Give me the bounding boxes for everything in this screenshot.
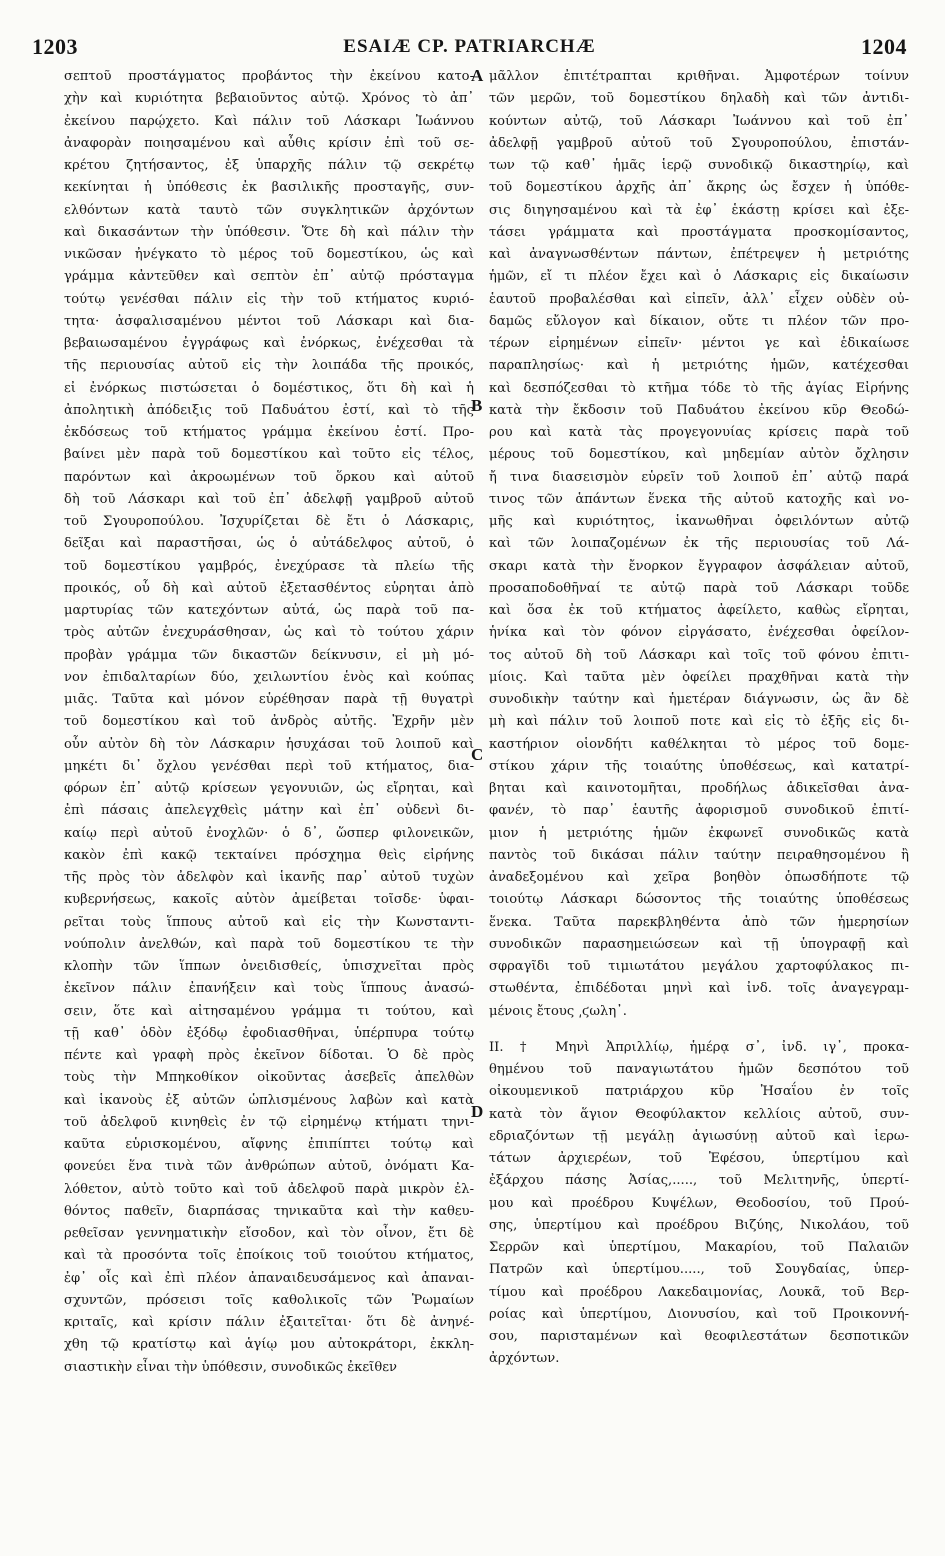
text-line: σιαστικὴν εἶναι τὴν ὑπόθεσιν, συνοδικῶς ἐκεῖθεν [64,1359,397,1375]
text-line: νούπολιν ἀνελθών, καὶ παρὰ τοῦ δομεστίκου τε τὴν [64,936,474,952]
margin-marker-c: C [471,745,484,764]
text-line: τῆς πρὸς τὸν ἀδελφὸν καὶ ἱκανῆς παρ᾽ αὐτοῦ τυχὼν [64,870,474,885]
text-line: τος αὐτοῦ δὴ τοῦ Λάσκαρι καὶ τοῖς τοῦ φόνου ἐπιτι- [489,647,909,663]
text-line: μιᾶς. Ταῦτα καὶ μόνον εὑρέθησαν παρὰ τῇ θυγατρὶ [64,692,474,707]
text-line: κλοπὴν τῶν ἵππων ὀνειδισθείς, ὑπισχνεῖται πρὸς [64,959,474,974]
text-line: τοιούτῳ Λάσκαρι δώσοντος τῆς τοιαύτης ὑποθέσεως [489,892,909,908]
text-line: ἀρχόντων. [489,1351,560,1367]
text-line: εδριαζόντων τῇ μεγάλῃ ἁγιωσύνῃ αὐτοῦ καὶ ἱερω- [489,1128,909,1144]
text-line: ἡμῶν, εἴ τι πλέον ἔχει καὶ ὁ Λάσκαρις εἰς δικαίωσιν [489,269,909,285]
text-line: μένοις ἔτους ͵ϛωλη᾽. [489,1003,627,1019]
text-line: κατὰ τὴν ἔκδοσιν τοῦ Παδυάτου ἐκείνου κῦρ Θεοδώ- [489,402,909,418]
text-line: ἐξάρχου πάσης Ἀσίας,....., τοῦ Μελιτηνῆς, ὑπερτί- [489,1173,909,1189]
text-line: στωθέντα, ἐπιδέδοται μηνὶ καὶ ἰνδ. τοῖς ἀναγεγραμ- [489,981,909,997]
text-line: καὶ τῶν λοιπαζομένων ἐκ τῆς περιουσίας τοῦ Λά- [489,536,909,552]
text-line: τοῦ δομεστίκου γαμβρός, ἐνεχύρασε τὰ πλείω τῆς [64,558,474,574]
text-line: τητα· ἀσφαλισαμένου μέντοι τοῦ Λάσκαρι καὶ δια- [64,313,474,329]
left-text-column [64,66,474,1379]
text-line: ἀπολητικὴ ἀπόδειξις τοῦ Παδυάτου ἐστί, καὶ τὸ τῆς [64,402,474,418]
text-line: παρόντων καὶ ἀκροωμένων τοῦ ὅρκου καὶ αὐτοῦ [64,469,474,485]
text-line: θημένου τοῦ παναγιωτάτου ἡμῶν δεσπότου τοῦ [489,1062,909,1077]
text-line: ἡνίκα καὶ τὸν φόνον εἰργάσατο, ἐνέχεσθαι ὀφείλον- [489,625,909,641]
text-line: νικῶσαν ἠνέγκατο τὸ μέρος τοῦ δομεστίκου, ὡς καὶ [64,247,474,262]
text-line: ρεῖται τοὺς ἵππους αὐτοῦ καὶ εἰς τὴν Κωνσταντι- [64,914,474,930]
text-line: δὴ τοῦ Λάσκαρι καὶ τοῦ ἐπ᾽ ἀδελφῇ γαμβροῦ αὐτοῦ [64,491,474,507]
text-line: καὶ ἀναγνωσθέντων πάντων, ἐπέτρεψεν ἡ μετριότης [489,247,909,262]
text-line: προσαποδοθῆναί τε αὐτῷ παρὰ τοῦ Λάσκαρι τοῦδε [489,580,909,596]
text-line: βαίνει μὲν παρὰ τοῦ δομεστίκου καὶ τοῦτο εἰς τέλος, [64,447,474,463]
text-line: καὶ ἱκανοὺς ἐξ αὐτῶν ὡπλισμένους λαβὼν καὶ κατὰ [64,1092,474,1108]
text-line: γράμμα κἀντεῦθεν καὶ σεπτὸν ἐπ᾽ αὐτῷ πρόσταγμα [64,269,474,285]
text-line: φόρων ἐπ᾽ αὐτῷ κρίσεων γεγονυιῶν, ὡς εἴρηται, καὶ [64,781,474,796]
text-line: οὖν αὐτὸν δὴ τὸν Λάσκαριν ἡσυχάσαι τοῦ λοιποῦ καὶ [64,736,474,752]
text-line: κρέτου ζητήσαντος, ἐξ ὑπαρχῆς πάλιν τῷ σεκρέτῳ [64,158,474,173]
text-line: ἐκδόσεως τοῦ κτήματος γράμμα ἐκείνου ἐστί. Προ- [64,425,474,440]
text-line: χθη τῷ κρατίστῳ καὶ ἁγίῳ μου αὐτοκράτορι, ἐκκλη- [64,1337,474,1353]
text-line: Πατρῶν καὶ ὑπερτίμου....., τοῦ Σουγδαίας, ὑπερ- [489,1262,909,1278]
text-line: μῆς καὶ κυριότητος, ἱκανωθῆναι ὀφειλόντων αὐτῷ [489,514,909,529]
text-line: μαρτυρίας τῶν κατεχόντων αὐτά, ὡς παρὰ τοῦ πα- [64,603,474,618]
text-line: τάτων ἀρχιερέων, τοῦ Ἐφέσου, ὑπερτίμου καὶ [489,1151,909,1166]
text-line: ἐφ᾽ οἷς καὶ ἐπὶ πλέον ἀπαναιδευσάμενος καὶ ἀπαναι- [64,1270,474,1286]
text-line: τοῦ δομεστίκου καὶ τοῦ ἀνδρὸς αὐτῆς. Ἐχρῆν μὲν [64,714,474,730]
text-line: τοῦ ἀδελφοῦ κινηθεὶς ἐν τῷ εἰρημένῳ κτήματι τηνι- [64,1114,474,1130]
text-line: πέντε καὶ γραφὴ πρὸς ἐκεῖνον δίδοται. Ὁ δὲ πρὸς [64,1048,474,1063]
text-line: σης, ὑπερτίμου καὶ προέδρου Βιζύης, Νικολάου, τοῦ [489,1217,909,1233]
text-line: τρὸς αὐτῶν ἐνεχυράσθησαν, ὡς καὶ τὸ τούτου χάριν [64,625,474,641]
text-line: σις διηγησαμένου καὶ τὰ ἐφ᾽ ἑκάστῃ κρίσει καὶ ἐξε- [489,202,909,218]
text-line: βεβαιωσαμένου ἐγγράφως καὶ ἐνόρκως, ἐνέχεσθαι τὰ [64,336,474,351]
text-line: κακὸν ἐπὶ κακῷ τεκταίνει πρόσχημα θεὶς εἰρήνης [64,847,474,863]
text-line: στίκου χάριν τῆς τοιαύτης ὑποθέσεως, καὶ κατατρί- [489,758,909,774]
text-line: ρου καὶ κατὰ τὰς προγεγονυίας κρίσεις παρὰ τοῦ [489,425,909,440]
margin-marker-d: D [471,1102,484,1121]
text-line: μου καὶ προέδρου Κυψέλων, Θεοδοσίου, τοῦ Πρού- [489,1195,909,1211]
text-line: χὴν καὶ κυριότητα βεβαιοῦντος αὐτῷ. Χρόνος τὸ ἀπ᾽ [64,91,474,107]
text-line: καὶ δικασάντων τὴν ὑπόθεσιν. Ὅτε δὴ καὶ πάλιν τὴν [64,224,474,240]
margin-marker-b: B [471,396,483,415]
text-line: σου, παρισταμένων καὶ θεοφιλεστάτων δεσποτικῶν [489,1329,909,1344]
running-title: ESAIÆ CP. PATRIARCHÆ [343,36,596,57]
text-line: τέρων εἰρημένων εἰπεῖν· μέντοι γε καὶ ἐδικαίωσε [489,336,909,351]
text-line: καὶ τὰ προσόντα τοῖς ἐποίκοις τοῦ τοιούτου κτήματος, [64,1248,474,1264]
text-line: τοῦ Σγουροπούλου. Ἰσχυρίζεται δὲ ἔτι ὁ Λάσκαρις, [64,514,474,529]
text-line: καὶ δεσπόζεσθαι τὸ κτῆμα τόδε τὸ τῆς ἁγίας Εἰρήνης [489,380,909,396]
text-line: μὴ καὶ πάλιν τοῦ λοιποῦ ποτε καὶ εἰς τὸ ἑξῆς εἰς δι- [489,714,909,730]
text-line: μιον ἡ μετριότης ἡμῶν ἐκφωνεῖ συνοδικῶς κατὰ [489,825,909,841]
text-line: δεῖξαι καὶ παραστῆσαι, ὡς ὁ αὐτάδελφος αὐτοῦ, ὁ [64,536,474,552]
text-line: λόθετον, αὐτὸ τοῦτο καὶ τοῦ ἀδελφοῦ παρὰ μικρὸν ἐλ- [64,1181,474,1197]
text-line: σειν, ὅτε καὶ αἰτησαμένου γράμμα τι τούτου, καὶ [64,1003,474,1019]
text-line: οἰκουμενικοῦ πατριάρχου κῦρ Ἠσαΐου ἐν τοῖς [489,1084,909,1100]
text-line: κριταῖς, καὶ κρίσιν πάλιν ἐξαιτεῖται· ὅτι δὲ ἀνηνέ- [64,1315,474,1330]
text-line: τοῦ δομεστίκου ἀρχῆς ἀπ᾽ ἄκρης ὡς ἔσχεν ἡ ὑπόθε- [489,180,909,196]
page-number-right: 1204 [861,34,907,59]
text-line: καίῳ περὶ αὐτοῦ ἐνοχλῶν· ὁ δ᾽, ὥσπερ φιλονεικῶν, [64,825,474,841]
text-line: ἐπὶ πάσαις ἀπελεγχθεὶς μάτην καὶ ἐπ᾽ οὐδενὶ δι- [64,803,474,819]
text-line: Σερρῶν καὶ ὑπερτίμου, Μακαρίου, τοῦ Παλαιῶν [489,1240,909,1255]
text-line: μίοις. Καὶ ταῦτα μὲν ὀφείλει πραχθῆναι κατὰ τὴν [489,669,909,685]
text-line: τούτῳ γενέσθαι πάλιν εἰς τὴν τοῦ κτήματος κυριό- [64,291,474,307]
text-line: κεκίνηται ἡ ὑπόθεσις ἐκ βασιλικῆς προσταγῆς, συν- [64,180,474,196]
text-line: ροίας καὶ ὑπερτίμου, Διονυσίου, καὶ τοῦ Προικοννή- [489,1306,909,1322]
text-line: εἰ ἐνόρκως πιστώσεται ὁ δομέστικος, ὅτι δὴ καὶ ἡ [64,380,474,396]
right-paragraph-1 [489,66,909,1023]
text-line: καὶ ὅσα ἐκ τοῦ κτήματος ἀφείλετο, καθὼς εἴρηται, [489,603,909,618]
text-line: ελθόντων κατὰ ταυτὸ τῶν συγκλητικῶν ἀρχόντων [64,202,474,218]
text-line: τάσει γράμματα καὶ προστάγματα προσκομίσαντος, [489,224,909,240]
text-line: νον ἐπιδαλταρίων δύο, χειλωντίου ἑνὸς καὶ κούπας [64,669,474,685]
text-line: καῦτα εὑρισκομένου, αἴφνης ἐπιπίπτει τούτῳ καὶ [64,1137,474,1152]
text-line: τῶν μερῶν, τοῦ δομεστίκου δηλαδὴ καὶ τῶν ἀντιδι- [489,91,909,107]
text-line: τοὺς τὴν Μπηκοθίκον οἰκοῦντας ἀσεβεῖς ἀπελθὼν [64,1070,474,1086]
text-line: σφραγῖδι τοῦ τιμιωτάτου μεγάλου χαρτοφύλακος πι- [489,959,909,974]
text-line: σεπτοῦ προστάγματος προβάντος τὴν ἐκείνου κατο- [64,69,474,84]
text-line: κούντων αὐτῷ, τοῦ Λάσκαρι Ἰωάννου καὶ τοῦ ἐπ᾽ [489,113,909,129]
text-line: ἤ τινα διασεισμὸν εὑρεῖν τοῦ λοιποῦ ἐπ᾽ αὐτῷ παρά [489,469,909,485]
text-line: συνοδικὴν ταύτην καὶ ἡμετέραν διάγνωσιν, ὡς ἂν δὲ [489,692,909,707]
running-header [32,34,907,64]
text-line: κατὰ τὸν ἅγιον Θεοφύλακτον κελλίοις αὐτοῦ, συν- [489,1106,909,1122]
text-line: φανέν, τὸ παρ᾽ ἑαυτῆς ἀφορισμοῦ συνοδικοῦ ἐπιτί- [489,803,909,819]
text-line: τίμου καὶ προέδρου Λακεδαιμονίας, Λουκᾶ, τοῦ Βερ- [489,1284,909,1300]
right-text-column [489,66,909,1371]
text-line: μέρους τοῦ δομεστίκου, καὶ μηδεμίαν αὐτὸν ὄχλησιν [489,447,909,463]
text-line: βηται καὶ καινοτομῆται, προδήλως ἀδικεῖσθαι ἀνα- [489,781,909,796]
text-line: παραπλησίως· καὶ ἡ μετριότης ἡμῶν, κατέχεσθαι [489,358,909,374]
text-line: καστήριον οἱονδήτι καθέλκηται τὸ μέρος τοῦ δομε- [489,736,909,752]
text-line: θόντος παθεῖν, διαρπάσας τηνικαῦτα καὶ τὴν καθευ- [64,1203,474,1219]
text-line: συνοδικῶν παρασημειώσεων καὶ τῇ ὑπογραφῇ καὶ [489,936,909,952]
margin-marker-a: A [471,66,484,85]
text-line: φονεύει ἕνα τινὰ τῶν ἀνθρώπων αὐτοῦ, ὀνόματι Κα- [64,1159,474,1175]
text-line: σχυντῶν, πρόσεισι τοῖς καθολικοῖς τῶν Ῥωμαίων [64,1292,474,1308]
text-line: ἕνεκα. Ταῦτα παρεκβληθέντα ἀπὸ τῶν ἡμερησίων [489,914,909,930]
text-line: παντὸς τοῦ δικάσαι πάλιν ταύτην πειραθησομένου ἢ [489,847,909,863]
text-line: τινος τῶν ἁπάντων ἕνεκα τῆς αὐτοῦ κατοχῆς καὶ νο- [489,491,909,507]
text-line: σκαρι κατὰ τὴν ἔνορκον ἔγγραφον ἀσφάλειαν αὐτοῦ, [489,558,909,574]
text-line: τῇ καθ᾽ ὁδὸν ἐξόδῳ ἐφοδιασθῆναι, ὑπέρπυρα τούτῳ [64,1025,474,1041]
right-paragraph-2 [489,1037,909,1371]
text-line: ρεθεῖσαν γεννηματικὴν εἴσοδον, καὶ τὸν οἶνον, ἔτι δὲ [64,1226,474,1241]
text-line: μᾶλλον ἐπιτέτραπται κριθῆναι. Ἀμφοτέρων τοίνυν [489,69,909,84]
text-line: προβὰν γράμμα τῶν δικαστῶν δείκνυσιν, εἰ μὴ μό- [64,647,474,663]
text-line: προικός, οὗ δὴ καὶ αὐτοῦ ἐξετασθέντος εὑρηται ἀπὸ [64,580,474,596]
text-line: ἑαυτοῦ προβαλέσθαι καὶ εἰπεῖν, ἀλλ᾽ εἶχεν οὐδὲν οὐ- [489,291,909,307]
text-line: II. † Μηνὶ Ἀπριλλίῳ, ἡμέρᾳ σ᾽, ἰνδ. ιγ᾽, προκα- [489,1039,909,1055]
text-line: ἀναδεξομένου καὶ χεῖρα βοηθὸν ὁπωσδήποτε τῷ [489,870,909,885]
text-line: ἀδελφῇ γαμβροῦ αὐτοῦ τοῦ Σγουροπούλου, ἐπιστάν- [489,135,909,151]
text-line: μηκέτι δι᾽ ὄχλου γενέσθαι περὶ τοῦ κτήματος, δια- [64,758,474,774]
text-line: κυβερνήσεως, κακοῖς αὐτὸν ἀμείβεται τοῖσδε· ὑφαι- [64,892,474,908]
paragraph-gap [489,1023,909,1037]
text-line: των τῷ καθ᾽ ἡμᾶς ἱερῷ συνοδικῷ δικαστηρίῳ, καὶ [489,158,909,173]
page-number-left: 1203 [32,34,78,59]
text-line: δαμῶς εὔλογον καὶ δίκαιον, οὔτε τι πλέον τῶν προ- [489,313,909,329]
text-line: τῆς περιουσίας αὐτοῦ εἰς τὴν λοιπάδα τῆς προικός, [64,358,474,374]
text-line: ἀναφορὰν ποιησαμένου καὶ αὖθις κρίσιν ἐπὶ τοῦ σε- [64,135,474,151]
text-line: ἐκεῖνον πάλιν ἐπανήξειν καὶ τοὺς ἵππους ἀνασώ- [64,981,474,997]
text-line: ἐκείνου παρῴχετο. Καὶ πάλιν τοῦ Λάσκαρι Ἰωάννου [64,113,474,129]
